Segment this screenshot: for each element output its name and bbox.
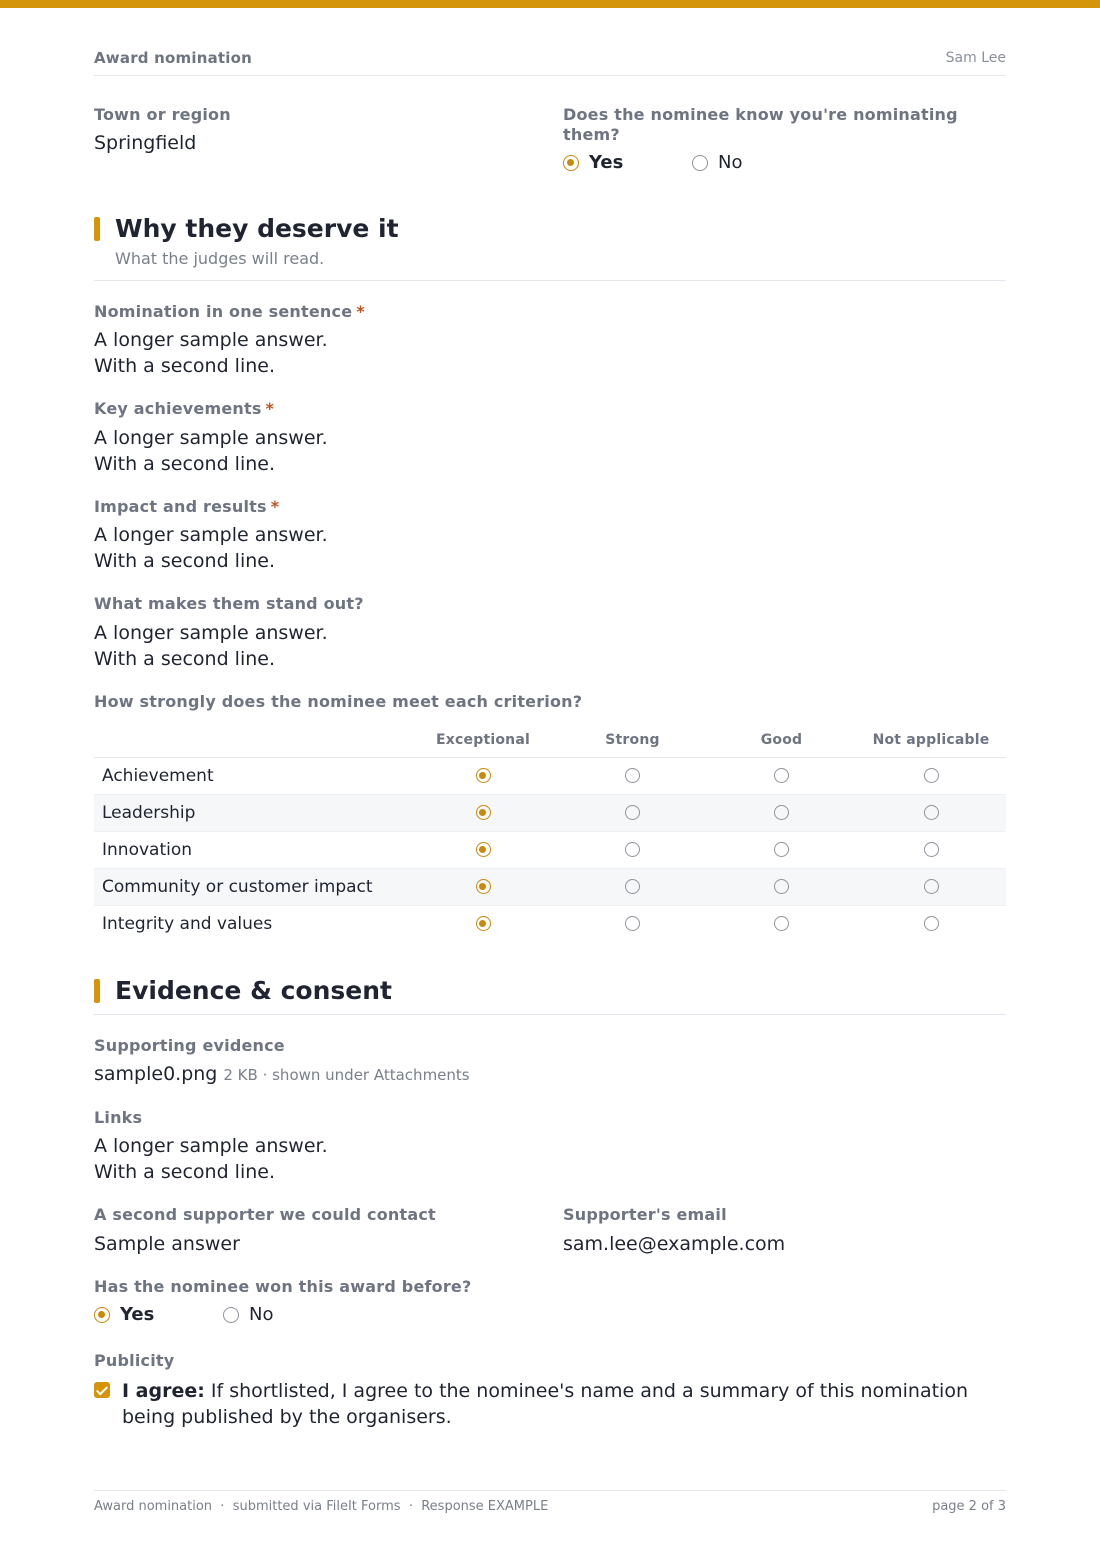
supporter-label: A second supporter we could contact [94, 1205, 436, 1224]
option-label: Yes [589, 152, 624, 173]
publicity-label: Publicity [94, 1351, 175, 1370]
file-name[interactable]: sample0.png [94, 1063, 218, 1085]
standout-field [94, 594, 1006, 672]
row-label: Innovation [94, 831, 408, 868]
sentence-value: A longer sample answer. With a second line. [94, 329, 328, 377]
option-label: No [249, 1304, 274, 1325]
radio-unselected-icon[interactable] [625, 842, 640, 857]
supporter-email-value: sam.lee@example.com [563, 1233, 786, 1255]
radio-unselected-icon[interactable] [924, 768, 939, 783]
nominee-knows-field [563, 105, 1003, 173]
required-marker: * [265, 399, 275, 418]
row-label: Leadership [94, 794, 408, 831]
supporter-value: Sample answer [94, 1233, 240, 1255]
won-before-option-yes[interactable] [94, 1304, 223, 1325]
consent-body: If shortlisted, I agree to the nominee's name and a summary of this nomination being published by the organisers. [122, 1380, 969, 1428]
footer-meta: Award nomination · submitted via FileIt Forms · Response EXAMPLE [94, 1499, 549, 1514]
radio-unselected-icon[interactable] [924, 916, 939, 931]
radio-selected-icon[interactable] [94, 1307, 110, 1323]
matrix-row-integrity [94, 905, 1006, 942]
section-title: Evidence & consent [115, 976, 392, 1005]
town-field [94, 105, 534, 156]
page-number: page 2 of 3 [932, 1499, 1006, 1514]
achievements-field [94, 399, 1006, 477]
matrix-row-innovation [94, 831, 1006, 868]
won-before-field [94, 1277, 1006, 1325]
nominee-knows-radio-group [563, 152, 1003, 173]
criteria-matrix [94, 724, 1006, 942]
radio-unselected-icon[interactable] [625, 916, 640, 931]
radio-unselected-icon[interactable] [774, 842, 789, 857]
radio-unselected-icon[interactable] [625, 768, 640, 783]
criteria-label: How strongly does the nominee meet each criterion? [94, 692, 583, 711]
town-value: Springfield [94, 132, 197, 154]
row-label: Community or customer impact [94, 868, 408, 905]
radio-selected-icon[interactable] [476, 768, 491, 783]
radio-unselected-icon[interactable] [774, 916, 789, 931]
section-accent-bar [94, 217, 100, 241]
form-title: Award nomination [94, 49, 252, 67]
won-before-radio-group [94, 1304, 1006, 1325]
radio-unselected-icon[interactable] [625, 805, 640, 820]
standout-value: A longer sample answer. With a second line. [94, 622, 328, 670]
sentence-field [94, 302, 1006, 379]
section-heading-why [94, 214, 1006, 281]
section-subtitle: What the judges will read. [115, 249, 325, 268]
radio-selected-icon[interactable] [476, 805, 491, 820]
publicity-field [94, 1351, 1006, 1430]
radio-unselected-icon[interactable] [924, 879, 939, 894]
evidence-label: Supporting evidence [94, 1036, 285, 1055]
matrix-row-community [94, 868, 1006, 905]
option-label: No [718, 152, 743, 173]
matrix-row-achievement [94, 757, 1006, 794]
consent-bold: I agree: [122, 1380, 205, 1402]
nominee-knows-option-yes[interactable] [563, 152, 692, 173]
standout-label: What makes them stand out? [94, 594, 364, 613]
links-label: Links [94, 1108, 143, 1127]
impact-label: Impact and results * [94, 497, 280, 516]
radio-selected-icon[interactable] [476, 916, 491, 931]
section-heading-evidence [94, 976, 1006, 1015]
achievements-label: Key achievements * [94, 399, 275, 418]
matrix-row-leadership [94, 794, 1006, 831]
evidence-field [94, 1036, 1006, 1085]
publicity-consent [94, 1378, 1006, 1430]
matrix-header-row [94, 724, 1006, 757]
radio-unselected-icon[interactable] [774, 879, 789, 894]
evidence-file [94, 1063, 1006, 1085]
impact-value: A longer sample answer. With a second line. [94, 524, 328, 572]
file-meta: 2 KB · shown under Attachments [223, 1066, 470, 1084]
column-header-good: Good [707, 724, 856, 757]
radio-selected-icon[interactable] [563, 155, 579, 171]
sentence-label: Nomination in one sentence * [94, 302, 365, 321]
supporter-field [94, 1205, 534, 1257]
radio-selected-icon[interactable] [476, 842, 491, 857]
section-title: Why they deserve it [115, 214, 399, 243]
matrix-corner [94, 724, 408, 757]
radio-unselected-icon[interactable] [692, 155, 708, 171]
radio-unselected-icon[interactable] [924, 842, 939, 857]
column-header-not-applicable: Not applicable [856, 724, 1006, 757]
page-footer [94, 1490, 1006, 1514]
radio-unselected-icon[interactable] [924, 805, 939, 820]
supporter-email-label: Supporter's email [563, 1205, 727, 1224]
supporter-email-field [563, 1205, 1003, 1257]
required-marker: * [356, 302, 365, 321]
row-label: Integrity and values [102, 913, 273, 934]
row-label: Achievement [94, 757, 408, 794]
nominee-knows-option-no[interactable] [692, 152, 742, 173]
radio-selected-icon[interactable] [476, 879, 491, 894]
town-label: Town or region [94, 105, 231, 124]
user-name: Sam Lee [945, 50, 1006, 66]
links-value: A longer sample answer. With a second line. [94, 1135, 328, 1183]
consent-text [122, 1378, 982, 1430]
checkbox-checked-icon[interactable] [94, 1382, 110, 1398]
links-field [94, 1108, 1006, 1185]
radio-unselected-icon[interactable] [774, 768, 789, 783]
required-marker: * [270, 497, 280, 516]
column-header-exceptional: Exceptional [408, 724, 558, 757]
accent-top-bar [0, 0, 1100, 8]
radio-unselected-icon[interactable] [774, 805, 789, 820]
radio-unselected-icon[interactable] [223, 1307, 239, 1323]
nominee-knows-label: Does the nominee know you're nominating them? [563, 105, 958, 144]
option-label: Yes [120, 1304, 155, 1325]
achievements-value: A longer sample answer. With a second line. [94, 427, 328, 475]
impact-field [94, 497, 1006, 574]
won-before-option-no[interactable] [223, 1304, 273, 1325]
won-before-label: Has the nominee won this award before? [94, 1277, 472, 1296]
section-accent-bar [94, 979, 100, 1003]
page-header [94, 48, 1006, 76]
column-header-strong: Strong [558, 724, 707, 757]
radio-unselected-icon[interactable] [625, 879, 640, 894]
